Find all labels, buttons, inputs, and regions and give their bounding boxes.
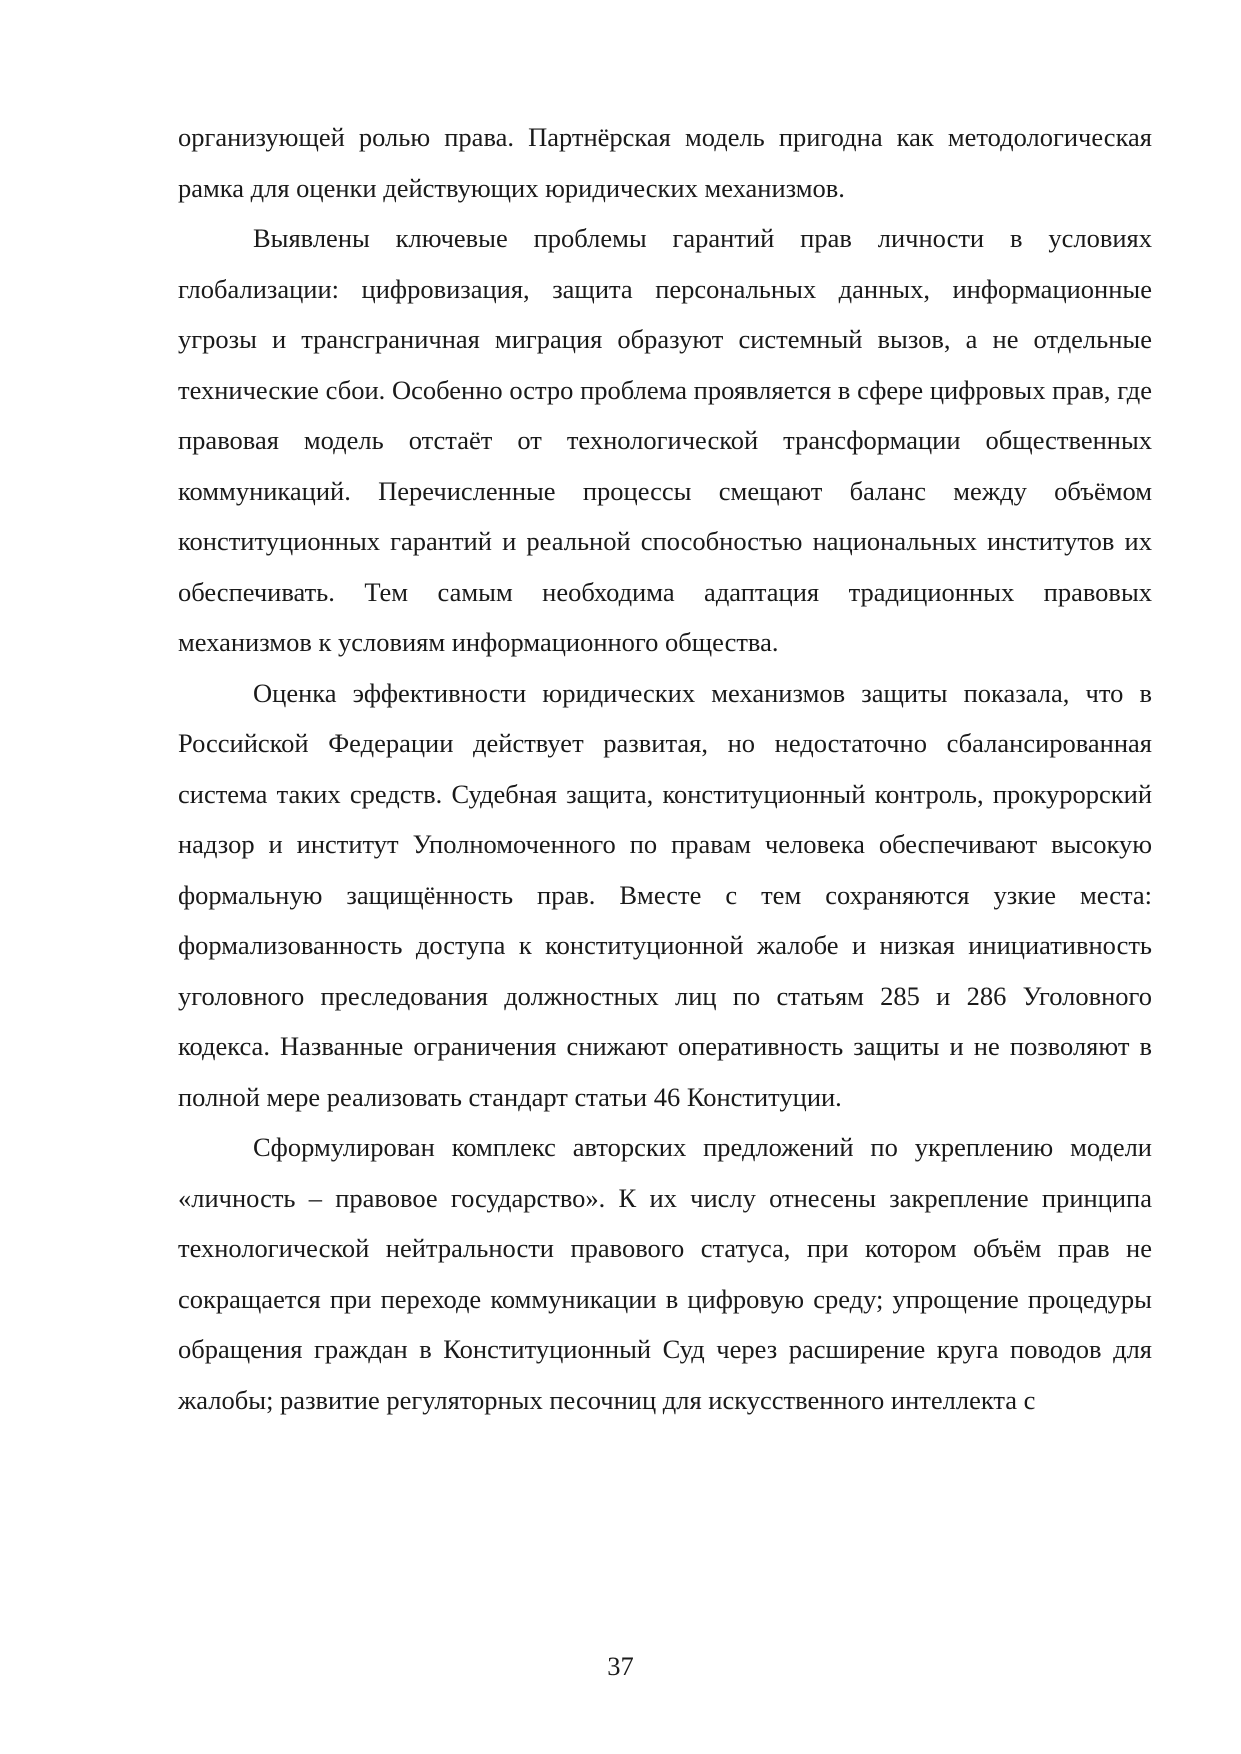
page-number: 37 [607,1651,634,1681]
page-body [178,112,1152,1425]
paragraph-1: организующей ролью права. Партнёрская модель пригодна как методологическая рамка для оценки действующих юридических механизмов. [178,122,1152,203]
paragraph-2: Выявлены ключевые проблемы гарантий прав личности в условиях глобализации: цифровизация, защита персональных данных, информационные угрозы и трансграничная миграция образуют системный вызов, а не отдельные технические сбои. Особенно остро проблема проявляется в сфере цифровых прав, где правовая модель отстаёт от технологической трансформации общественных коммуникаций. Перечисленные процессы смещают баланс между объёмом конституционных гарантий и реальной способностью национальных институтов их обеспечивать. Тем самым необходима адаптация традиционных правовых механизмов к условиям информационного общества. [178,223,1152,657]
paragraph-3: Оценка эффективности юридических механизмов защиты показала, что в Российской Федерации действует развитая, но недостаточно сбалансированная система таких средств. Судебная защита, конституционный контроль, прокурорский надзор и институт Уполномоченного по правам человека обеспечивают высокую формальную защищённость прав. Вместе с тем сохраняются узкие места: формализованность доступа к конституционной жалобе и низкая инициативность уголовного преследования должностных лиц по статьям 285 и 286 Уголовного кодекса. Названные ограничения снижают оперативность защиты и не позволяют в полной мере реализовать стандарт статьи 46 Конституции. [178,677,1152,1112]
paragraph-4: Сформулирован комплекс авторских предложений по укреплению модели «личность – правовое государство». К их числу отнесены закрепление принципа технологической нейтральности правового статуса, при котором объём прав не сокращается при переходе коммуникации в цифровую среду; упрощение процедуры обращения граждан в Конституционный Суд через расширение круга поводов для жалобы; развитие регуляторных песочниц для искусственного интеллекта с [178,1132,1152,1415]
